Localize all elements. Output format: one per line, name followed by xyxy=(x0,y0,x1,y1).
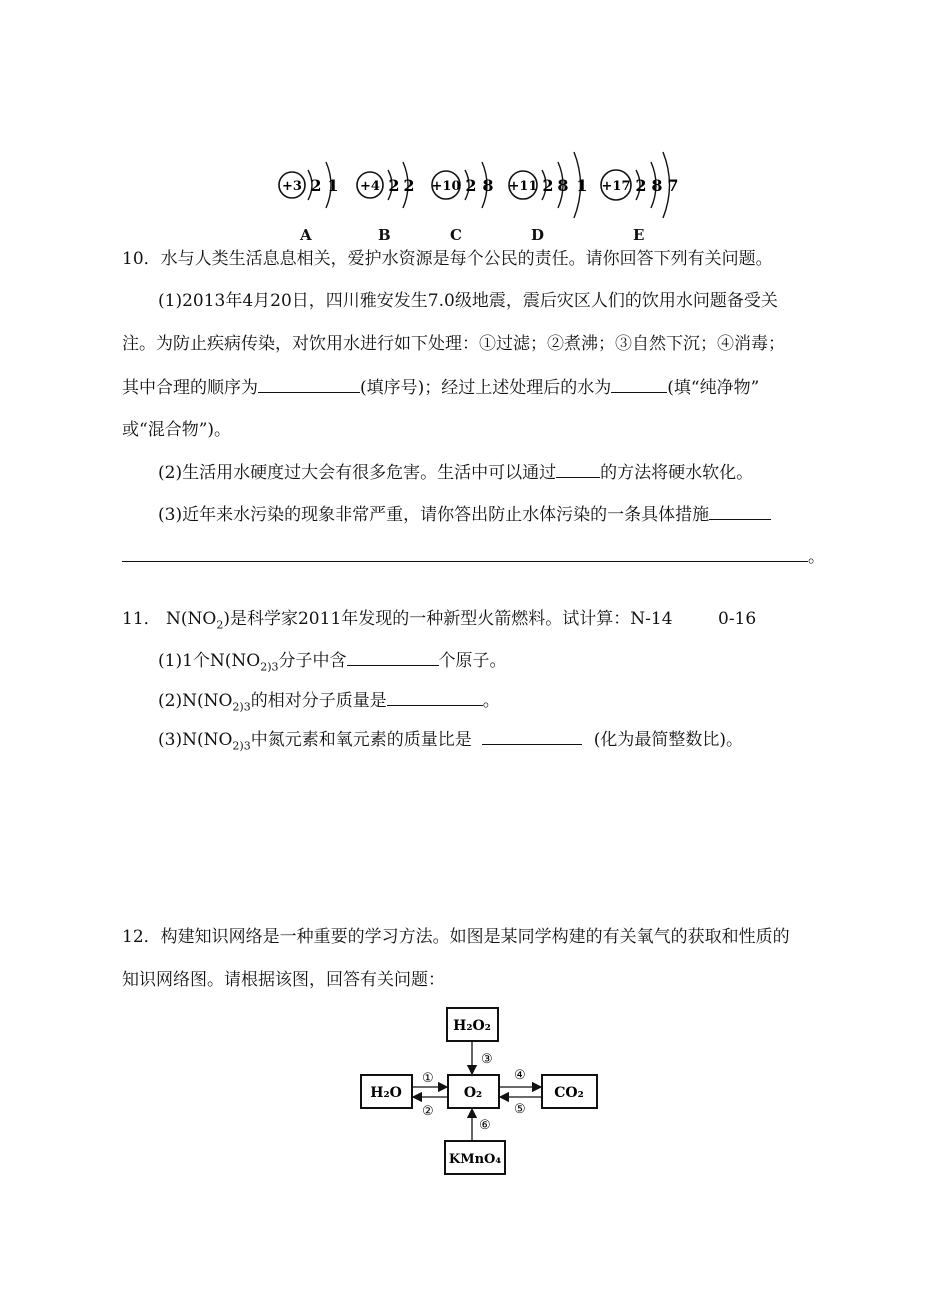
atom-e-shell2: 8 xyxy=(651,176,663,195)
q10-p3 xyxy=(158,503,771,526)
atom-c-shell2: 8 xyxy=(482,176,494,195)
atom-label-a: A xyxy=(300,226,312,244)
q10-p2 xyxy=(158,461,753,484)
molecular-mass-blank[interactable] xyxy=(387,689,483,706)
label-4: ④ xyxy=(514,1068,526,1083)
q10-p3-continuation xyxy=(122,545,825,568)
q11-p2-c: 。 xyxy=(482,691,500,711)
q11-p2-sub2: 2 xyxy=(232,700,240,714)
softening-method-blank[interactable] xyxy=(556,461,600,478)
q11-p1-b: 分子中含 xyxy=(278,651,347,671)
water-type-answer-blank[interactable] xyxy=(611,376,667,393)
atom-count-blank[interactable] xyxy=(347,649,439,666)
q11-p1-c: 个原子。 xyxy=(438,651,507,671)
atom-d-charge: +11 xyxy=(508,179,538,194)
q10-p3-text: (3)近年来水污染的现象非常严重，请你答出防止水体污染的一条具体措施 xyxy=(158,505,710,525)
atom-d-shell1: 2 xyxy=(542,176,554,195)
atom-label-c: C xyxy=(450,226,462,244)
mass-ratio-blank[interactable] xyxy=(482,728,582,745)
atom-a-shell1: 2 xyxy=(310,176,322,195)
atom-d-shell2: 8 xyxy=(557,176,569,195)
q10-p1-line4: 或“混合物”)。 xyxy=(122,420,232,440)
q11-p3-sub3: )3 xyxy=(239,739,251,753)
atom-a-shell2: 1 xyxy=(327,176,339,195)
q10-p1-line3-a: 其中合理的顺序为 xyxy=(122,378,258,398)
q11-p1-a: (1)1个N(NO xyxy=(158,651,261,671)
atom-c-charge: +10 xyxy=(431,179,461,194)
q11-p3-b: 中氮元素和氧元素的质量比是 xyxy=(250,730,472,750)
q11-p2 xyxy=(158,689,500,718)
atom-d-shell3: 1 xyxy=(576,176,588,195)
atom-label-b: B xyxy=(378,226,391,244)
q11-stem-o16: 0-16 xyxy=(718,609,757,629)
q12-line1: 12．构建知识网络是一种重要的学习方法。如图是某同学构建的有关氧气的获取和性质的 xyxy=(122,927,790,947)
q10-p1-line1: (1)2013年4月20日，四川雅安发生7.0级地震，震后灾区人们的饮用水问题备受关 xyxy=(158,291,778,311)
atom-b-shell1: 2 xyxy=(388,176,400,195)
q11-p2-sub3: )3 xyxy=(239,700,251,714)
q10-stem: 10．水与人类生活息息相关，爱护水资源是每个公民的责任。请你回答下列有关问题。 xyxy=(122,249,773,269)
atom-c-shell1: 2 xyxy=(465,176,477,195)
atom-e xyxy=(601,152,679,218)
q10-p1-line3-b: (填序号)；经过上述处理后的水为 xyxy=(360,378,612,398)
q11-p3-a: (3)N(NO xyxy=(158,730,233,750)
q11-stem-a: 11． N(NO xyxy=(122,609,217,629)
q11-p1-sub2: 2 xyxy=(260,660,268,674)
q12-line2: 知识网络图。请根据该图，回答有关问题： xyxy=(122,970,445,990)
q10-p1-line3 xyxy=(122,376,759,399)
label-2: ② xyxy=(422,1104,434,1119)
order-answer-blank[interactable] xyxy=(258,376,360,393)
q10-p3-end: 。 xyxy=(808,547,825,567)
pollution-measure-blank-line2[interactable] xyxy=(122,545,808,562)
q10-p1-line2: 注。为防止疾病传染，对饮用水进行如下处理：①过滤；②煮沸；③自然下沉；④消毒； xyxy=(122,334,785,354)
co2-label: CO₂ xyxy=(554,1085,584,1101)
label-3: ③ xyxy=(481,1052,493,1067)
o2-label: O₂ xyxy=(463,1085,483,1101)
atom-e-shell1: 2 xyxy=(635,176,647,195)
atom-a xyxy=(279,162,339,208)
atom-b-charge: +4 xyxy=(360,179,380,194)
q11-p2-b: 的相对分子质量是 xyxy=(250,691,387,711)
label-6: ⑥ xyxy=(479,1118,491,1133)
h2o-label: H₂O xyxy=(370,1085,402,1101)
kmno4-label: KMnO₄ xyxy=(448,1152,502,1167)
atom-e-shell3: 7 xyxy=(667,176,679,195)
atom-structure-diagrams xyxy=(270,150,690,245)
q11-p3-c: (化为最简整数比)。 xyxy=(593,730,743,750)
atom-e-charge: +17 xyxy=(601,179,631,194)
label-5: ⑤ xyxy=(514,1102,526,1117)
atom-c xyxy=(432,162,494,208)
q11-p1 xyxy=(158,649,507,678)
atom-b-shell2: 2 xyxy=(403,176,415,195)
q11-p3-sub2: 2 xyxy=(232,739,240,753)
pollution-measure-blank[interactable] xyxy=(709,503,771,520)
q11-stem-sub: 2 xyxy=(216,618,224,632)
atom-b xyxy=(357,162,415,208)
atom-label-e: E xyxy=(633,226,645,244)
label-1: ① xyxy=(422,1071,434,1086)
q11-stem xyxy=(122,608,673,636)
h2o2-label: H₂O₂ xyxy=(453,1018,491,1034)
q10-p2-a: (2)生活用水硬度过大会有很多危害。生活中可以通过 xyxy=(158,463,557,483)
q11-p1-sub3: )3 xyxy=(267,660,279,674)
atom-label-d: D xyxy=(531,226,545,244)
q11-stem-b: )是科学家2011年发现的一种新型火箭燃料。试计算：N-14 xyxy=(223,609,673,629)
q11-p2-a: (2)N(NO xyxy=(158,691,233,711)
q10-p2-b: 的方法将硬水软化。 xyxy=(600,463,754,483)
q10-p1-line3-c: (填“纯净物” xyxy=(667,378,760,398)
atom-a-charge: +3 xyxy=(282,179,302,194)
atom-d xyxy=(509,152,588,218)
q11-p3 xyxy=(158,728,743,757)
oxygen-network-diagram xyxy=(350,1005,610,1185)
